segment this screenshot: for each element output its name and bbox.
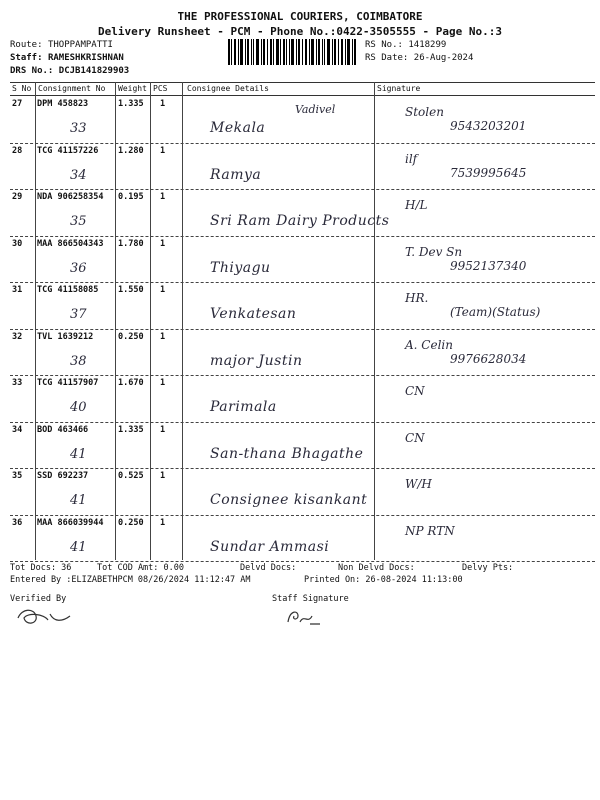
row-pcs: 1	[160, 238, 166, 249]
verified-by-label: Verified By	[10, 594, 67, 604]
row-pcs: 1	[160, 99, 166, 109]
rs-date-value: 26-Aug-2024	[413, 53, 474, 63]
drs-value: DCJB141829903	[58, 66, 130, 76]
row-handwritten-number: 36	[70, 260, 87, 276]
row-pcs: 1	[160, 285, 166, 295]
drs-line	[10, 66, 129, 76]
row-signature: NP RTN	[405, 523, 455, 538]
row-weight: 1.780	[118, 238, 144, 249]
row-handwritten-number: 38	[70, 353, 87, 369]
row-consignee-name: Sri Ram Dairy Products	[210, 213, 390, 229]
row-consignment-no: DPM 458823	[37, 99, 89, 109]
row-weight: 1.280	[118, 145, 144, 156]
row-weight: 0.525	[118, 471, 144, 481]
route-value: THOPPAMPATTI	[47, 40, 113, 50]
row-consignment-no: NDA 906258354	[37, 192, 104, 202]
printed-on: Printed On: 26-08-2024 11:13:00	[304, 575, 463, 585]
delivery-points: Delvy Pts:	[462, 563, 514, 573]
rs-date-label: RS Date:	[365, 53, 409, 63]
table-row	[10, 97, 595, 144]
col-header-sno: S No	[12, 84, 32, 93]
row-signature: H/L	[405, 198, 428, 212]
row-signature: CN	[405, 430, 425, 445]
total-docs: Tot Docs: 36	[10, 563, 72, 573]
staff-value: RAMESHKRISHNAN	[47, 53, 124, 63]
row-pcs: 1	[160, 424, 166, 435]
staff-line	[10, 53, 124, 63]
row-consignment-no: TCG 41158085	[37, 285, 99, 295]
row-handwritten-number: 34	[70, 167, 87, 183]
row-phone: 7539995645	[450, 165, 527, 180]
rs-date-line	[365, 53, 473, 63]
row-consignment-no: TVL 1639212	[37, 331, 94, 342]
row-consignee-name: major Justin	[210, 352, 303, 369]
col-header-weight: Weight	[118, 84, 147, 93]
row-consignee-extra: Vadivel	[295, 103, 336, 116]
row-consignee-name: San-thana Bhagathe	[210, 445, 364, 462]
row-handwritten-number: 33	[70, 121, 87, 136]
barcode-image	[228, 39, 356, 65]
col-header-consignment: Consignment No	[38, 84, 106, 93]
row-pcs: 1	[160, 192, 166, 202]
non-delivered-docs: Non Delvd Docs:	[338, 563, 415, 573]
row-weight: 1.670	[118, 378, 144, 388]
col-header-signature: Signature	[377, 84, 421, 93]
row-sno: 33	[12, 378, 23, 388]
staff-label: Staff:	[10, 53, 43, 63]
row-consignment-no: MAA 866504343	[37, 238, 104, 249]
row-weight: 0.250	[118, 331, 144, 342]
row-consignee-name: Mekala	[210, 120, 266, 136]
runsheet-subtitle: Delivery Runsheet - PCM - Phone No.:0422-3505555 - Page No.:3	[98, 25, 502, 38]
row-consignee-name: Venkatesan	[210, 306, 297, 322]
row-signature: W/H	[405, 477, 432, 491]
row-signature: Stolen	[405, 105, 444, 119]
total-cod: Tot COD Amt: 0.00	[97, 563, 184, 573]
table-row	[10, 516, 595, 563]
row-weight: 1.335	[118, 99, 144, 109]
rs-no-label: RS No.:	[365, 40, 403, 50]
table-row	[10, 283, 595, 330]
row-signature: HR.	[405, 291, 429, 305]
row-consignee-name: Sundar Ammasi	[210, 538, 330, 555]
row-handwritten-number: 41	[70, 493, 87, 508]
row-weight: 0.250	[118, 517, 144, 528]
table-row	[10, 237, 595, 284]
row-pcs: 1	[160, 471, 166, 481]
row-consignee-name: Parimala	[210, 399, 277, 415]
row-sno: 31	[12, 285, 23, 295]
row-consignee-name: Thiyagu	[210, 259, 271, 276]
row-pcs: 1	[160, 145, 166, 156]
row-consignment-no: MAA 866039944	[37, 517, 104, 528]
row-consignment-no: TCG 41157226	[37, 145, 99, 156]
row-consignment-no: BOD 463466	[37, 424, 89, 435]
row-sno: 27	[12, 99, 23, 109]
row-handwritten-number: 35	[70, 214, 87, 229]
row-sno: 35	[12, 471, 23, 481]
row-sno: 28	[12, 145, 23, 156]
rs-no-value: 1418299	[408, 40, 447, 50]
row-phone: 9976628034	[450, 351, 527, 366]
row-signature: T. Dev Sn	[405, 244, 463, 259]
staff-signature	[284, 606, 324, 628]
row-weight: 1.335	[118, 424, 144, 435]
row-consignee-name: Consignee kisankant	[210, 492, 368, 508]
row-weight: 0.195	[118, 192, 144, 202]
drs-label: DRS No.:	[10, 66, 54, 76]
row-signature: ilf	[405, 151, 418, 166]
table-row	[10, 190, 595, 237]
row-sno: 34	[12, 424, 23, 435]
entered-by: Entered By :ELIZABETHPCM 08/26/2024 11:12:47 AM	[10, 575, 251, 585]
row-consignment-no: SSD 692237	[37, 471, 89, 481]
company-title: THE PROFESSIONAL COURIERS, COIMBATORE	[177, 10, 423, 23]
col-header-consignee: Consignee Details	[187, 84, 269, 93]
row-phone: 9543203201	[450, 119, 527, 133]
row-pcs: 1	[160, 378, 166, 388]
row-pcs: 1	[160, 517, 166, 528]
row-sno: 36	[12, 517, 23, 528]
route-line	[10, 40, 113, 50]
verifier-signature	[14, 604, 74, 628]
row-signature: CN	[405, 384, 425, 398]
row-handwritten-number: 41	[70, 539, 87, 555]
row-sno: 32	[12, 331, 23, 342]
rs-no-line	[365, 40, 446, 50]
table-row	[10, 423, 595, 470]
table-row	[10, 469, 595, 516]
row-signature: A. Celin	[405, 337, 453, 352]
row-handwritten-number: 37	[70, 307, 87, 322]
row-sno: 30	[12, 238, 23, 249]
row-weight: 1.550	[118, 285, 144, 295]
row-consignee-name: Ramya	[210, 166, 262, 183]
row-phone: (Team)(Status)	[450, 305, 541, 319]
row-handwritten-number: 40	[70, 400, 87, 415]
row-sno: 29	[12, 192, 23, 202]
row-pcs: 1	[160, 331, 166, 342]
row-handwritten-number: 41	[70, 446, 87, 462]
route-label: Route:	[10, 40, 43, 50]
delivered-docs: Delvd Docs:	[240, 563, 297, 573]
table-row	[10, 376, 595, 423]
table-row	[10, 144, 595, 191]
row-phone: 9952137340	[450, 258, 527, 273]
runsheet-table	[10, 82, 595, 562]
table-row	[10, 330, 595, 377]
staff-signature-label: Staff Signature	[272, 594, 349, 604]
row-consignment-no: TCG 41157907	[37, 378, 99, 388]
col-header-pcs: PCS	[153, 84, 168, 93]
